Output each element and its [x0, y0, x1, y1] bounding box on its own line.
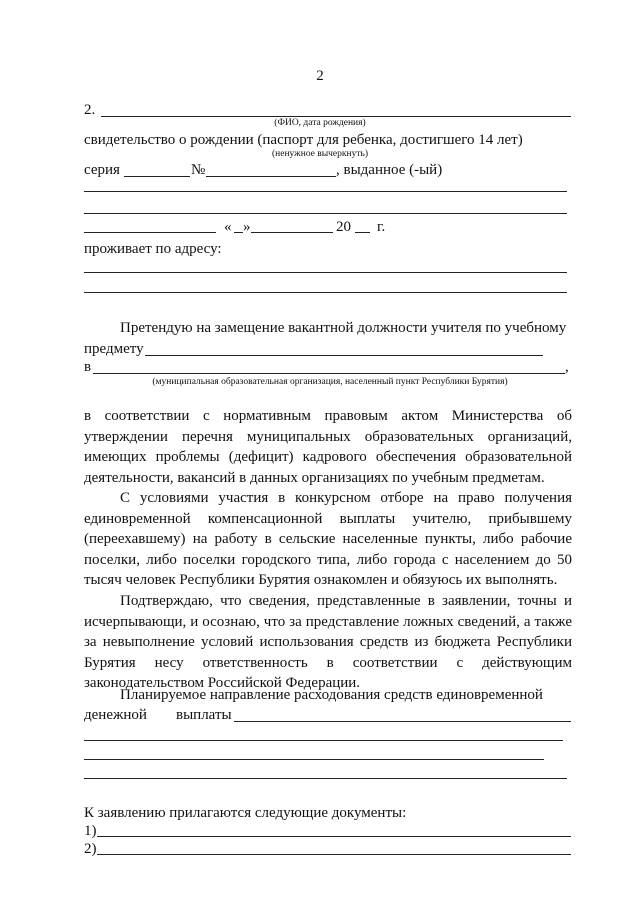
paragraph-planned-spending: Планируемое направление расходования средств единовременной: [120, 687, 543, 703]
in-label: в: [84, 359, 92, 375]
date-quote-open: «: [224, 219, 232, 235]
series-label: серия: [84, 162, 120, 178]
paragraph-legal-basis: в соответствии с нормативным правовым актом Министерства об утверждении перечня муниципальных образовательных организаций, имеющих проблемы (дефицит) кадрового обеспечения образовательной деятельности, вакансий в данных организациях по учебным предметам.: [84, 408, 572, 486]
address-line-1[interactable]: [84, 272, 567, 273]
date-month-line[interactable]: [251, 232, 333, 233]
certificate-line: свидетельство о рождении (паспорт для ребенка, достигшего 14 лет): [84, 132, 523, 148]
number-label: №: [191, 162, 206, 178]
payment-word-1: денежной: [84, 707, 147, 723]
payment-word-2: выплаты: [176, 707, 232, 723]
year-prefix: 20: [336, 219, 351, 235]
number-field-line[interactable]: [206, 176, 336, 177]
attachment-field-line-2[interactable]: [97, 854, 571, 855]
issued-label: , выданное (-ый): [336, 162, 443, 178]
fio-field-line[interactable]: [101, 116, 571, 117]
paragraph-confirmation: Подтверждаю, что сведения, представленные в заявлении, точны и исчерпывающи, и осознаю, что за представление ложных сведений, а также за невыполнение условий использования средств из бюджета Республики Бурятия несу ответственность в соответствии с действующим законодательством Российской Федерации.: [84, 593, 572, 692]
strike-hint: (ненужное вычеркнуть): [272, 149, 368, 159]
address-label: проживает по адресу:: [84, 241, 222, 257]
attachment-number-1: 1): [84, 823, 97, 839]
series-field-line[interactable]: [124, 176, 190, 177]
organization-field-line[interactable]: [93, 373, 565, 374]
subject-label: предмету: [84, 341, 144, 357]
page-number: 2: [316, 68, 324, 84]
item-number: 2.: [84, 102, 96, 118]
issued-by-line-1[interactable]: [84, 191, 567, 192]
issued-by-line-2[interactable]: [84, 213, 567, 214]
attachment-number-2: 2): [84, 841, 97, 857]
spending-field-line-2[interactable]: [84, 740, 563, 741]
spending-field-line-4[interactable]: [84, 778, 567, 779]
issuer-signature-line[interactable]: [84, 232, 216, 233]
date-day-line[interactable]: [234, 232, 243, 233]
organization-comma: ,: [565, 359, 569, 375]
fio-hint: (ФИО, дата рождения): [274, 118, 366, 128]
spending-field-line-3[interactable]: [84, 759, 544, 760]
organization-hint: (муниципальная образовательная организация, населенный пункт Республики Бурятия): [152, 377, 508, 387]
year-field-line[interactable]: [355, 232, 370, 233]
date-quote-close: »: [243, 219, 251, 235]
claim-text: Претендую на замещение вакантной должности учителя по учебному: [120, 320, 567, 336]
attachments-label: К заявлению прилагаются следующие документы:: [84, 805, 407, 821]
attachment-field-line-1[interactable]: [97, 836, 571, 837]
spending-field-line-1[interactable]: [234, 721, 571, 722]
paragraph-conditions: С условиями участия в конкурсном отборе на право получения единовременной компенсационной выплаты учителю, прибывшему (переехавшему) на работу в сельские населенные пункты, либо рабочие поселки, либо поселки городского типа, либо города с населением до 50 тысяч человек Республики Бурятия ознакомлен и обязуюсь их выполнять.: [84, 490, 572, 589]
year-suffix: г.: [377, 219, 386, 235]
subject-field-line[interactable]: [145, 355, 543, 356]
address-line-2[interactable]: [84, 292, 567, 293]
